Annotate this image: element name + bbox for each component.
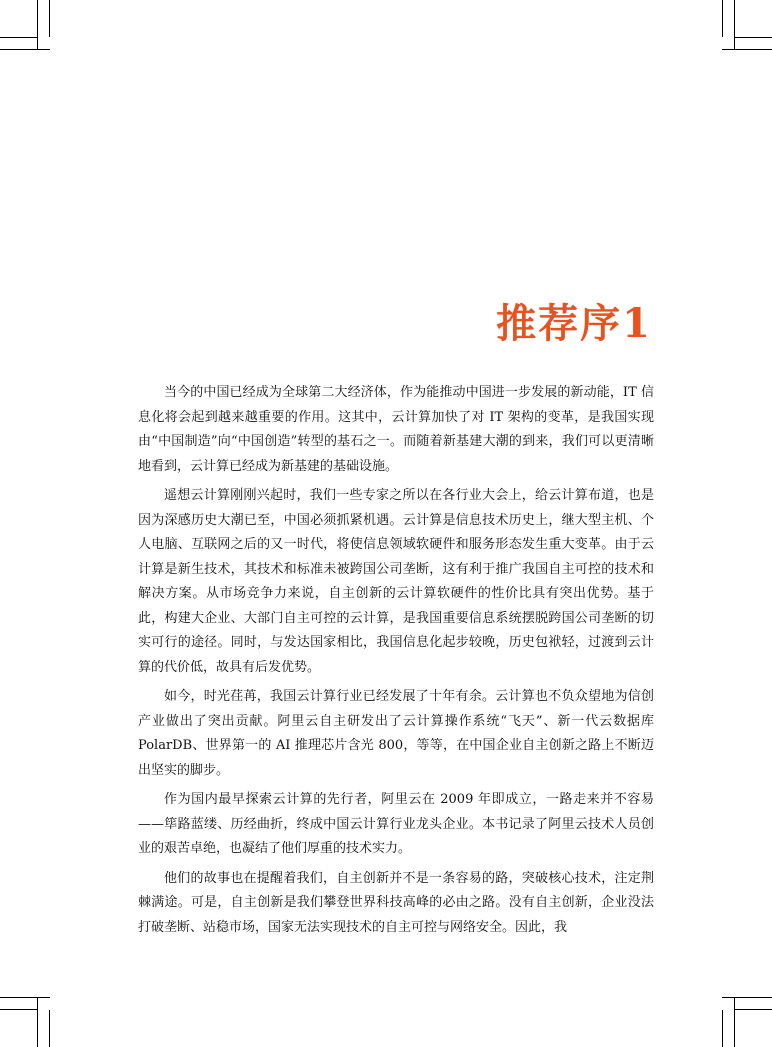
crop-mark-bottom-right-v	[734, 997, 735, 1047]
crop-mark-top-left-h	[0, 37, 37, 38]
paragraph: 当今的中国已经成为全球第二大经济体，作为能推动中国进一步发展的新动能，IT 信息化将会起到越来越重要的作用。这其中，云计算加快了对 IT 架构的变革，是我国实现由“中国制造”向“中国创造”转型的基石之一。而随着新基建大潮的到来，我们可以更清晰地看到，云计算已经成为新基建的基础设施。	[138, 385, 654, 474]
crop-mark-bottom-right-h2	[735, 1009, 772, 1010]
paragraph: 如今，时光荏苒，我国云计算行业已经发展了十年有余。云计算也不负众望地为信创产业做出了突出贡献。阿里云自主研发出了云计算操作系统“飞天”、新一代云数据库 PolarDB、世界第一的 AI 推理芯片含光 800，等等，在中国企业自主创新之路上不断迈出坚实的脚步。	[138, 689, 654, 778]
crop-mark-top-left-v2	[49, 0, 50, 37]
body-text	[138, 381, 654, 945]
crop-mark-bottom-right-v2	[722, 1010, 723, 1047]
crop-mark-bottom-left-v	[37, 997, 38, 1047]
crop-mark-bottom-left-h2	[0, 1009, 37, 1010]
crop-mark-top-right-v	[734, 0, 735, 50]
crop-mark-top-left-h2	[0, 49, 50, 50]
paragraph: 遥想云计算刚刚兴起时，我们一些专家之所以在各行业大会上，给云计算布道，也是因为深感历史大潮已至，中国必须抓紧机遇。云计算是信息技术历史上，继大型主机、个人电脑、互联网之后的又一时代，将使信息领域软硬件和服务形态发生重大变革。由于云计算是新生技术，其技术和标准未被跨国公司垄断，这有利于推广我国自主可控的技术和解决方案。从市场竞争力来说，自主创新的云计算软硬件的性价比具有突出优势。基于此，构建大企业、大部门自主可控的云计算，是我国重要信息系统摆脱跨国公司垄断的切实可行的途径。同时，与发达国家相比，我国信息化起步较晚，历史包袱轻，过渡到云计算的代价低，故具有后发优势。	[138, 488, 654, 675]
paragraph: 作为国内最早探索云计算的先行者，阿里云在 2009 年即成立，一路走来并不容易——筚路蓝缕、历经曲折，终成中国云计算行业龙头企业。本书记录了阿里云技术人员创业的艰苦卓绝，也凝结了他们厚重的技术实力。	[138, 792, 654, 856]
crop-mark-top-right-v2	[722, 0, 723, 37]
crop-mark-bottom-right-h	[722, 997, 772, 998]
chapter-title: 推荐序1	[496, 300, 652, 347]
crop-mark-bottom-left-v2	[49, 1010, 50, 1047]
crop-mark-bottom-left-h	[0, 997, 50, 998]
crop-mark-top-right-h	[735, 37, 772, 38]
crop-mark-top-right-h2	[722, 49, 772, 50]
crop-mark-top-left-v	[37, 0, 38, 50]
paragraph: 他们的故事也在提醒着我们，自主创新并不是一条容易的路，突破核心技术，注定荆棘满途。可是，自主创新是我们攀登世界科技高峰的必由之路。没有自主创新，企业没法打破垄断、站稳市场，国家无法实现技术的自主可控与网络安全。因此，我	[138, 870, 654, 935]
